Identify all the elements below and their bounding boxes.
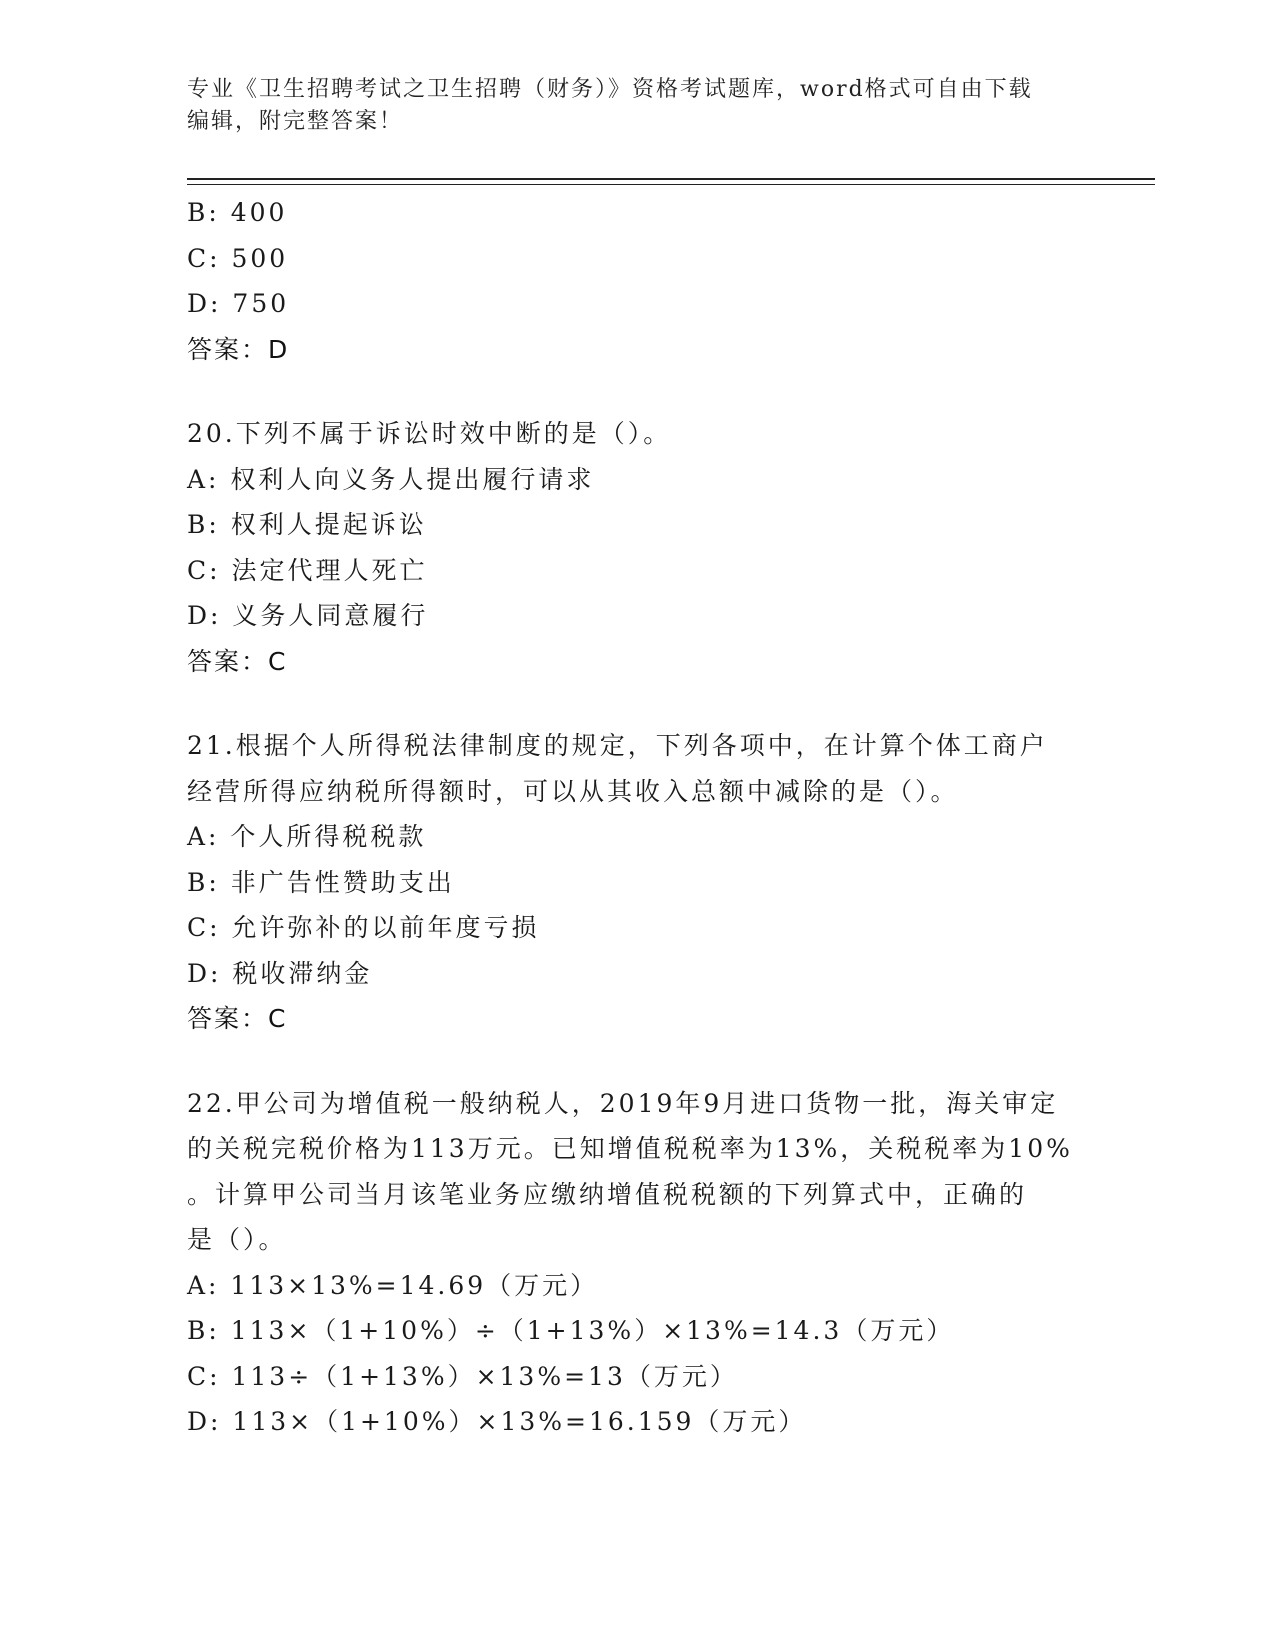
header-rule-thin xyxy=(187,184,1155,185)
option-d: D: 113×（1+10%）×13%=16.159（万元） xyxy=(187,1407,807,1436)
question-stem-line-1: 22.甲公司为增值税一般纳税人，2019年9月进口货物一批，海关审定 xyxy=(187,1088,1059,1118)
answer-line: 答案：D xyxy=(187,334,290,364)
header-rule-thick xyxy=(187,178,1155,180)
question-list xyxy=(187,190,1087,1445)
option-d: D: 750 xyxy=(187,289,290,318)
option-b: B: 权利人提起诉讼 xyxy=(187,510,427,539)
question-20 xyxy=(187,411,1087,684)
question-stem-line-3: 。计算甲公司当月该笔业务应缴纳增值税税额的下列算式中，正确的 xyxy=(187,1179,1028,1209)
question-stem: 20.下列不属于诉讼时效中断的是（）。 xyxy=(187,419,672,448)
question-stem-line-4: 是（）。 xyxy=(187,1225,287,1254)
option-b: B: 400 xyxy=(187,198,288,227)
option-c: C: 113÷（1+13%）×13%=13（万元） xyxy=(187,1361,738,1391)
question-stem-line-2: 的关税完税价格为113万元。已知增值税税率为13%，关税税率为10% xyxy=(187,1134,1073,1163)
option-c: C: 允许弥补的以前年度亏损 xyxy=(187,913,540,942)
header-line-1: 专业《卫生招聘考试之卫生招聘（财务）》资格考试题库，word格式可自由下载 xyxy=(187,77,1033,102)
answer-line: 答案：C xyxy=(187,646,288,676)
option-b: B: 113×（1+10%）÷（1+13%）×13%=14.3（万元） xyxy=(187,1316,955,1345)
spacer xyxy=(187,684,1087,723)
question-stem-line-2: 经营所得应纳税所得额时，可以从其收入总额中减除的是（）。 xyxy=(187,776,959,806)
answer-line: 答案：C xyxy=(187,1004,288,1033)
question-19-tail xyxy=(187,190,1087,372)
option-d: D: 义务人同意履行 xyxy=(187,601,429,630)
question-22 xyxy=(187,1081,1087,1445)
option-a: A: 个人所得税税款 xyxy=(187,822,427,851)
option-d: D: 税收滞纳金 xyxy=(187,958,373,988)
spacer xyxy=(187,372,1087,411)
document-header xyxy=(187,74,1087,138)
spacer xyxy=(187,1042,1087,1081)
header-line-2: 编辑，附完整答案！ xyxy=(187,109,404,134)
option-c: C: 500 xyxy=(187,243,289,273)
option-c: C: 法定代理人死亡 xyxy=(187,555,428,585)
question-stem-line-1: 21.根据个人所得税法律制度的规定，下列各项中，在计算个体工商户 xyxy=(187,731,1048,760)
option-a: A: 113×13%=14.69（万元） xyxy=(187,1270,599,1300)
option-b: B: 非广告性赞助支出 xyxy=(187,867,455,897)
question-21 xyxy=(187,723,1087,1042)
option-a: A: 权利人向义务人提出履行请求 xyxy=(187,464,595,494)
